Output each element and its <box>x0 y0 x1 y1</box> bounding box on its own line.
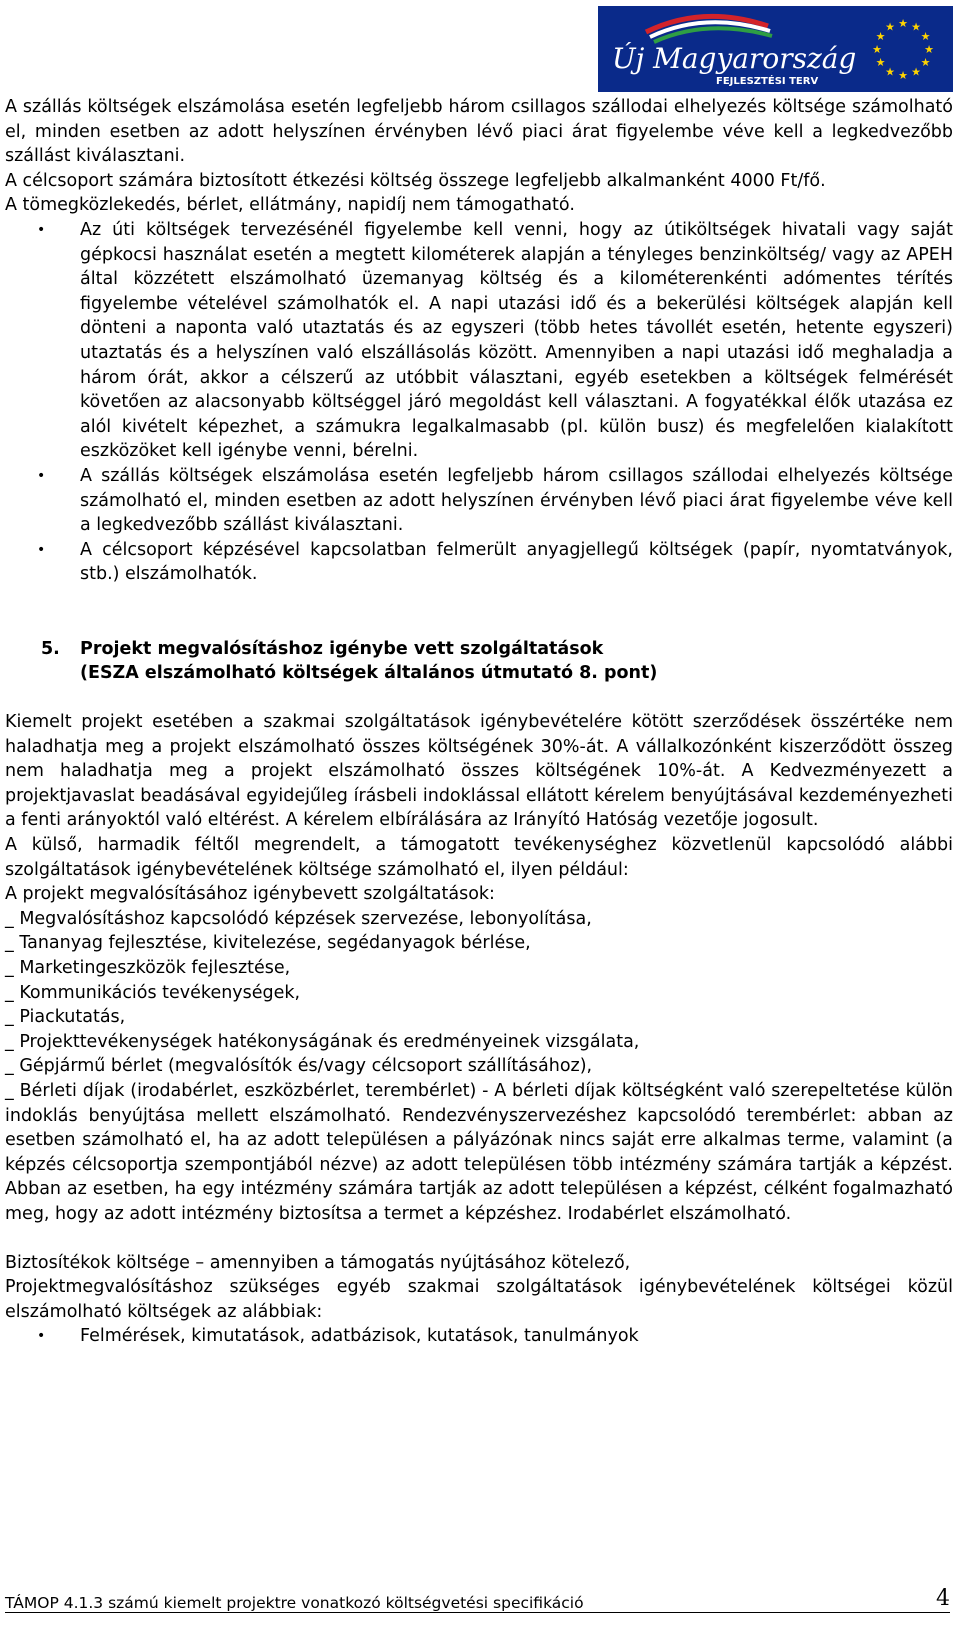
eu-star-icon: ★ <box>924 43 934 56</box>
logo-title: Új Magyarország <box>612 42 857 75</box>
section-title-line1: Projekt megvalósításhoz igénybe vett szolgáltatások <box>80 638 604 659</box>
dash-list-item: _ Kommunikációs tevékenységek, <box>5 982 301 1003</box>
bullet-list-costs <box>5 218 953 587</box>
footer-divider <box>5 1612 950 1613</box>
eu-star-icon: ★ <box>920 56 931 69</box>
dash-list-item: _ Bérleti díjak (irodabérlet, eszközbérlet, terembérlet) - A bérleti díjak költségként való szerepeltetése külön indoklás benyújtása mellett elszámolható. Rendezvényszervezéshez kapcsolódó terembérlet: abban az esetben számolható el, ha az adott településen a pályázónak nincs saját erre alkalmas terme, valamint (a képzés célcsoportja szempontjából nézve) az adott településen több intézmény számára tartják a képzést. Abban az esetben, ha egy intézmény számára tartják az adott településen a képzést, célként fogalmazható meg, hogy az adott intézmény biztosítsa a termet a képzéshez. Irodabérlet elszámolható. <box>5 1080 953 1224</box>
dash-list-item: _ Gépjármű bérlet (megvalósítók és/vagy célcsoport szállításához), <box>5 1056 593 1077</box>
body-paragraph-limits: Kiemelt projekt esetében a szakmai szolgáltatások igénybevételére kötött szerződések összértéke nem haladhatja meg a projekt elszámolható összes költségének 30%-át. A vállalkozónként kiszerződött összeg nem haladhatja meg a projekt elszámolható összes költségének 10%-át. A Kedvezményezett a projektjavaslat beadásával egyidejűleg írásbeli indoklással ellátott kérelem benyújtásával kezdeményezheti a fenti arányoktól való eltérést. A kérelem elbírálására az Irányító Hatóság vezetője jogosult. <box>5 712 953 831</box>
eu-star-icon: ★ <box>875 30 886 43</box>
eu-star-icon: ★ <box>898 69 908 82</box>
eu-star-icon: ★ <box>885 65 895 79</box>
intro-paragraph-meals: A célcsoport számára biztosított étkezési költség összege legfeljebb alkalmanként 4000 Ft/fő. <box>5 170 826 191</box>
eu-star-icon: ★ <box>885 20 895 34</box>
eu-star-icon: ★ <box>872 43 882 56</box>
list-item <box>5 218 953 464</box>
body-paragraph-services: A külső, harmadik féltől megrendelt, a támogatott tevékenységhez közvetlenül kapcsolódó alábbi szolgáltatások igénybevételének költsége számolható el, ilyen például: <box>5 835 953 880</box>
list-item-text: A célcsoport képzésével kapcsolatban felmerült anyagjellegű költségek (papír, nyomtatványok, stb.) elszámolhatók. <box>80 539 953 585</box>
document-body <box>5 95 953 1349</box>
eu-star-icon: ★ <box>920 30 931 43</box>
bullet-icon: • <box>37 541 46 558</box>
eu-star-icon: ★ <box>911 20 921 34</box>
bullet-list-surveys <box>5 1324 953 1349</box>
section-title-line2: (ESZA elszámolható költségek általános útmutató 8. pont) <box>80 663 658 684</box>
intro-paragraph-transport: A tömegközlekedés, bérlet, ellátmány, napidíj nem támogatható. <box>5 195 575 216</box>
list-item-text: A szállás költségek elszámolása esetén legfeljebb három csillagos szállodai elhelyezés költsége számolható el, minden esetben az adott helyszínen érvényben lévő piaci árat figyelembe véve kell a legkedvezőbb szállást kiválasztani. <box>80 465 953 536</box>
dash-list-item: _ Marketingeszközök fejlesztése, <box>5 958 291 978</box>
list-item-text: Az úti költségek tervezésénél figyelembe kell venni, hogy az útiköltségek hivatali vagy saját gépkocsi használat esetén a megtett kilométerek alapján a tényleges benzinköltség/ vagy az APEH által közzétett elszámolható üzemanyag költség és a kilométerenkénti adómentes térítés figyelembe vételével számolhatók el. A napi utazási idő és a bekerülési költségek alapján kell dönteni a naponta való utaztatás és az egyszeri (több hetes távollét esetén, hetente egyszeri) utaztatás és a helyszínen való elszállásolás között. Amennyiben a napi utazási idő meghaladja a három órát, akkor a célszerű az utóbbit választani, egyéb esetekben a költségek felmérését követően az alacsonyabb költséggel járó megoldást kell választani. A fogyatékkal élők utazása ez alól kivételt képezhet, a számukra legalkalmasabb (pl. külön busz) és megfelelően kialakított eszközöket kell igénybe venni, bérelni. <box>80 219 953 462</box>
body-paragraph-list-intro: A projekt megvalósításához igénybevett szolgáltatások: <box>5 884 495 905</box>
list-item <box>5 1324 953 1349</box>
eu-star-icon: ★ <box>911 65 921 79</box>
page-number: 4 <box>936 1586 950 1611</box>
list-item <box>5 464 953 538</box>
intro-paragraph-accommodation: A szállás költségek elszámolása esetén legfeljebb három csillagos szállodai elhelyezés költsége számolható el, minden esetben az adott helyszínen érvényben lévő piaci árat figyelembe véve kell a legkedvezőbb szállást kiválasztani. <box>5 97 953 167</box>
body-paragraph-other-services: Projektmegvalósításhoz szükséges egyéb szakmai szolgáltatások igénybevételének költségei közül elszámolható költségek az alábbiak: <box>5 1277 953 1322</box>
dash-list-item: _ Megvalósításhoz kapcsolódó képzések szervezése, lebonyolítása, <box>5 908 592 929</box>
footer-text: TÁMOP 4.1.3 számú kiemelt projektre vonatkozó költségvetési specifikáció <box>5 1594 584 1612</box>
bullet-icon: • <box>37 221 46 238</box>
eu-star-icon: ★ <box>898 17 908 30</box>
body-paragraph-guarantee: Biztosítékok költsége – amennyiben a támogatás nyújtásához kötelező, <box>5 1252 631 1273</box>
service-dash-list <box>5 907 953 1227</box>
eu-star-icon: ★ <box>875 56 886 69</box>
dash-list-item: _ Projekttevékenységek hatékonyságának és eredményeinek vizsgálata, <box>5 1031 640 1052</box>
section-number: 5. <box>41 638 60 659</box>
list-item-text: Felmérések, kimutatások, adatbázisok, kutatások, tanulmányok <box>80 1326 639 1347</box>
dash-list-item: _ Piackutatás, <box>5 1007 126 1028</box>
uj-magyarorszag-logo <box>598 6 953 92</box>
list-item <box>5 538 953 587</box>
logo-subtitle: FEJLESZTÉSI TERV <box>716 76 819 87</box>
bullet-icon: • <box>37 467 46 484</box>
bullet-icon: • <box>37 1328 46 1345</box>
section-heading <box>5 637 953 686</box>
dash-list-item: _ Tananyag fejlesztése, kivitelezése, segédanyagok bérlése, <box>5 933 531 954</box>
